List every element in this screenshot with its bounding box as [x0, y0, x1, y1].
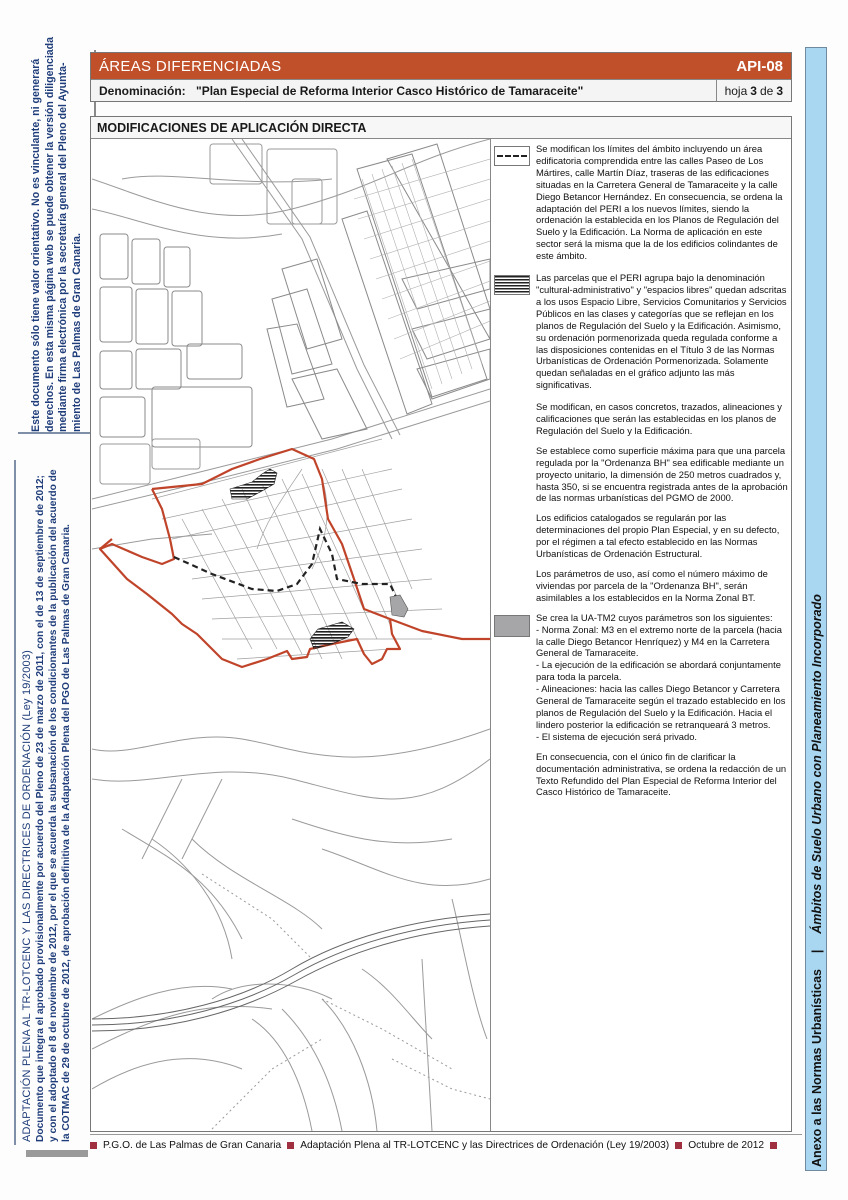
legend-text: En consecuencia, con el único fin de clarificar la documentación administrativa, se ordena la redacción de un Texto Refundido del Plan Especial de Reforma Interior del Casco Histórico de Tamaraceite.	[536, 750, 787, 798]
disclaimer-line: Este documento sólo tiene valor orientativo. No es vinculante, ni generará	[30, 58, 42, 432]
bullet-square-icon	[675, 1142, 682, 1149]
adaptation-rule	[14, 460, 16, 1145]
legend-text: Se establece como superficie máxima para que una parcela regulada por la "Ordenanza BH" sea edificable mediante un proyecto unitario, la dimensión de 250 metros cuadrados y, hasta 350, si se encuentra registrada antes de la aprobación de las normas urbanísticas del PGMO de 2000.	[536, 444, 788, 504]
grey-swatch-icon	[494, 615, 530, 637]
bullet-square-icon	[90, 1142, 97, 1149]
sheet-header	[90, 52, 792, 102]
disclaimer-line: miento de Las Palmas de Gran Canaria.	[70, 232, 83, 432]
legend-item-use-parameters	[494, 568, 790, 604]
sheet-prefix: hoja	[724, 83, 748, 98]
footer-item: Adaptación Plena al TR-LOTCENC y las Directrices de Ordenación (Ley 19/2003)	[300, 1140, 670, 1151]
panel-title: MODIFICACIONES DE APLICACIÓN DIRECTA	[91, 117, 791, 139]
legend-text: Se modifican los límites del ámbito incluyendo un área edificatoria comprendida entre las calles Paseo de Los Mártires, calle Martín Díaz, traseras de las edificaciones situadas en la Carretera General de Tamaraceite y la calle Diego Betancor Hernández. En consecuencia, se ordena la adaptación del PERI a los nuevos límites, siendo la ordenación la establecida en los Planos de Regulación del Suelo y la Edificación. La Norma de aplicación en este sector será la misma que la de los edificios colindantes de este ámbito.	[536, 143, 783, 262]
footer-item: Octubre de 2012	[688, 1140, 765, 1151]
legend-item-alignments	[494, 401, 790, 437]
map-drawing	[92, 139, 490, 1131]
legend-text: Se crea la UA-TM2 cuyos parámetros son los siguientes: - Norma Zonal: M3 en el extremo norte de la parcela (hacia la calle Diego Betancor Henríquez) y M4 en la Carretera General de Tamaraceite. - La ejecución de la edificación se abordará conjuntamente para toda la parcela. - Alineaciones: hacia las calles Diego Betancor y Carretera General de Tamaraceite según el trazado establecido en los planos de Regulación del Suelo y la Edificación. Hacia el lindero posterior la edificación se retranqueará 3 metros. - El sistema de ejecución será privado.	[536, 611, 786, 742]
sheet-total: 3	[776, 83, 783, 98]
empty-swatch	[494, 448, 530, 468]
legend-item-consolidated-text	[494, 751, 790, 799]
denominacion-row	[91, 79, 791, 101]
adaptation-bar	[26, 1150, 88, 1157]
page-footer	[90, 1134, 802, 1152]
bullet-square-icon	[770, 1142, 777, 1149]
section-title: ÁREAS DIFERENCIADAS	[99, 57, 282, 75]
hatched-swatch-icon	[494, 275, 530, 295]
adaptation-block	[20, 469, 74, 1142]
disclaimer-line: derechos. En esta misma página web se puede obtener la versión diligenciada	[43, 36, 56, 432]
legend-text: Las parcelas que el PERI agrupa bajo la denominación "cultural-administrativo" y "espacios libres" quedan adscritas a los usos Espacio Libre, Servicios Comunitarios y Servicios Públicos en las clases y categorías que se reflejan en los planos de Regulación del Suelo y la Edificación. Asimismo, su ordenación pormenorizada queda regulada conforme a las disposiciones contenidas en el Título 3 de las Normas Urbanísticas de Ordenación Pormenorizada. Solamente quedan señaladas en el gráfico adjunto las más significativas.	[536, 272, 787, 391]
dashed-line-swatch-icon	[494, 146, 530, 166]
legend-item-catalogued-buildings	[494, 512, 790, 560]
legend-panel	[494, 139, 790, 798]
legend-item-modified-limit	[494, 143, 790, 262]
map-divider	[490, 139, 491, 1131]
legend-text: Los edificios catalogados se regularán por las determinaciones del propio Plan Especial, y en su defecto, por el régimen a tal efecto establecido en las Normas Urbanísticas de Ordenación Estructural.	[536, 512, 780, 560]
sheet-current: 3	[750, 83, 757, 98]
legend-item-cultural-areas	[494, 272, 790, 391]
header-title-bar	[91, 53, 791, 79]
main-panel	[90, 116, 792, 1132]
disclaimer-divider	[18, 432, 96, 434]
footer-item: P.G.O. de Las Palmas de Gran Canaria	[103, 1140, 282, 1151]
empty-swatch	[494, 515, 530, 535]
denominacion-value: "Plan Especial de Reforma Interior Casco Histórico de Tamaraceite"	[196, 83, 584, 98]
empty-swatch	[494, 571, 530, 591]
legend-text: Los parámetros de uso, así como el número máximo de viviendas por parcela de la "Ordenanza BH", serán asimilables a los establecidos en la Norma Zonal BT.	[536, 568, 768, 603]
adaptation-title: ADAPTACIÓN PLENA AL TR-LOTCENC Y LAS DIRECTRICES DE ORDENACIÓN (Ley 19/2003)	[21, 649, 33, 1142]
adaptation-line: la COTMAC de 29 de octubre de 2012, de aprobación definitiva de la Adaptación Plena del PGO de Las Palmas de Gran Canaria.	[61, 524, 73, 1142]
legend-item-max-surface	[494, 445, 790, 505]
adaptation-line: y con el adoptado el 8 de noviembre de 2012, por el que se acuerda la subsanación de los condicionantes de la publicación del acuerdo de	[48, 469, 60, 1142]
area-code: API-08	[736, 57, 783, 75]
empty-swatch	[494, 404, 530, 424]
denominacion-label: Denominación:	[99, 83, 186, 98]
sheet-separator: de	[759, 83, 774, 98]
side-label-part1: Anexo a las Normas Urbanísticas	[810, 969, 824, 1167]
sheet-number	[716, 80, 791, 101]
adaptation-line: Documento que integra el aprobado provisionalmente por acuerdo del Pleno de 23 de marzo de 2011, con el de 13 de septiembre de 2012;	[35, 475, 46, 1142]
legend-text: Se modifican, en casos concretos, trazados, alineaciones y calificaciones que serán las establecidas en los planos de Regulación del Suelo y la Edificación.	[536, 401, 782, 436]
empty-swatch	[494, 754, 530, 774]
legend-item-ua-tm2	[494, 612, 790, 743]
site-map	[92, 139, 490, 1131]
disclaimer-block	[30, 36, 84, 432]
side-label-separator: |	[810, 949, 824, 954]
side-band-label	[807, 527, 827, 1167]
bullet-square-icon	[287, 1142, 294, 1149]
disclaimer-line: mediante firma electrónica por la secretaría general del Pleno del Ayunta-	[57, 62, 69, 432]
side-label-part2: Ámbitos de Suelo Urbano con Planeamiento Incorporado	[810, 594, 824, 934]
